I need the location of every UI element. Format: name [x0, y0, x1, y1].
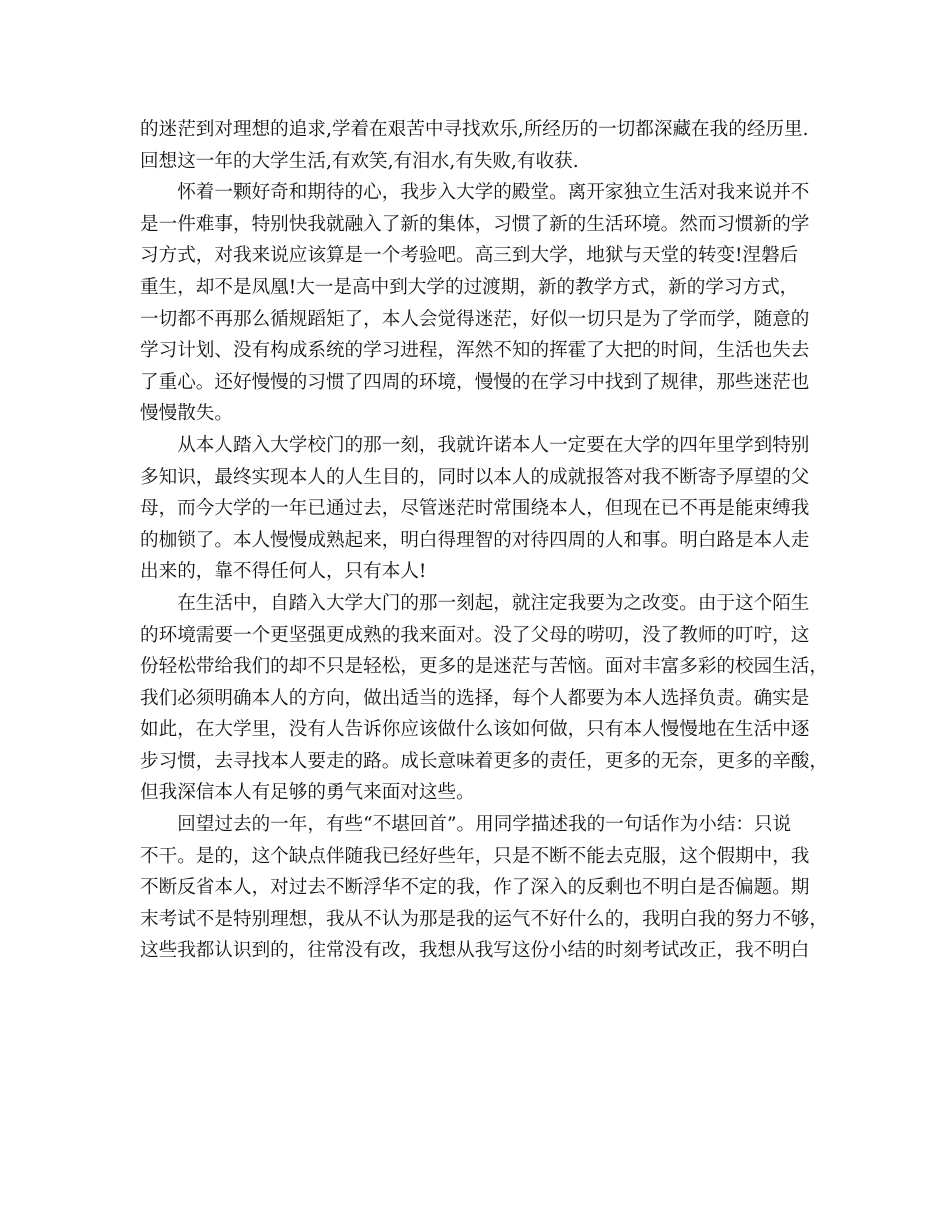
- paragraph: [140, 588, 828, 809]
- text-line: 份轻松带给我们的却不只是轻松，更多的是迷茫与苦恼。面对丰富多彩的校园生活，: [140, 656, 828, 678]
- text-line: 的环境需要一个更坚强更成熟的我来面对。没了父母的唠叨，没了教师的叮咛，这: [140, 624, 810, 646]
- text-line: 末考试不是特别理想，我从不认为那是我的运气不好什么的，我明白我的努力不够，: [140, 908, 828, 930]
- text-line: 一切都不再那么循规蹈矩了，本人会觉得迷茫，好似一切只是为了学而学，随意的: [140, 308, 810, 330]
- text-line: 我们必须明确本人的方向，做出适当的选择，每个人都要为本人选择负责。确实是: [140, 687, 810, 709]
- text-line: 从本人踏入大学校门的那一刻，我就许诺本人一定要在大学的四年里学到特别: [140, 434, 810, 456]
- paragraph: [140, 177, 812, 430]
- text-line: 但我深信本人有足够的勇气来面对这些。: [140, 782, 475, 804]
- text-line: 了重心。还好慢慢的习惯了四周的环境，慢慢的在学习中找到了规律，那些迷茫也: [140, 371, 810, 393]
- text-line: 出来的，靠不得任何人，只有本人!: [140, 561, 427, 583]
- text-line: 在生活中，自踏入大学大门的那一刻起，就注定我要为之改变。由于这个陌生: [140, 592, 810, 614]
- paragraph: [140, 114, 812, 177]
- text-line: 的枷锁了。本人慢慢成熟起来，明白得理智的对待四周的人和事。明白路是本人走: [140, 529, 810, 551]
- text-line: 怀着一颗好奇和期待的心，我步入大学的殿堂。离开家独立生活对我来说并不: [140, 182, 810, 204]
- text-line: 习方式，对我来说应该算是一个考验吧。高三到大学，地狱与天堂的转变!涅磐后: [140, 245, 799, 267]
- text-line: 学习计划、没有构成系统的学习进程，浑然不知的挥霍了大把的时间，生活也失去: [140, 340, 810, 362]
- document-body: [140, 114, 828, 967]
- text-line: 回想这一年的大学生活,有欢笑,有泪水,有失败,有收获.: [140, 150, 579, 172]
- text-line: 步习惯，去寻找本人要走的路。成长意味着更多的责任，更多的无奈，更多的辛酸，: [140, 750, 828, 772]
- text-line: 这些我都认识到的，往常没有改，我想从我写这份小结的时刻考试改正，我不明白: [140, 940, 810, 962]
- paragraph: [140, 430, 812, 588]
- text-line: 多知识，最终实现本人的人生目的，同时以本人的成就报答对我不断寄予厚望的父: [140, 466, 810, 488]
- text-line: 不断反省本人，对过去不断浮华不定的我，作了深入的反剩也不明白是否偏题。期: [140, 877, 810, 899]
- text-line: 如此，在大学里，没有人告诉你应该做什么该如何做，只有本人慢慢地在生活中逐: [140, 719, 810, 741]
- text-line: 母，而今大学的一年已通过去，尽管迷茫时常围绕本人，但现在已不再是能束缚我: [140, 498, 810, 520]
- text-line: 是一件难事，特别快我就融入了新的集体，习惯了新的生活环境。然而习惯新的学: [140, 213, 810, 235]
- text-line: 重生，却不是凤凰!大一是高中到大学的过渡期，新的教学方式，新的学习方式，: [140, 276, 799, 298]
- text-line: 慢慢散失。: [140, 403, 233, 425]
- text-line: 不干。是的，这个缺点伴随我已经好些年，只是不断不能去克服，这个假期中，我: [140, 845, 810, 867]
- text-line: 回望过去的一年，有些“不堪回首”。用同学描述我的一句话作为小结：只说: [140, 814, 792, 836]
- text-line: 的迷茫到对理想的追求,学着在艰苦中寻找欢乐,所经历的一切都深藏在我的经历里.: [140, 119, 809, 140]
- paragraph: [140, 809, 828, 967]
